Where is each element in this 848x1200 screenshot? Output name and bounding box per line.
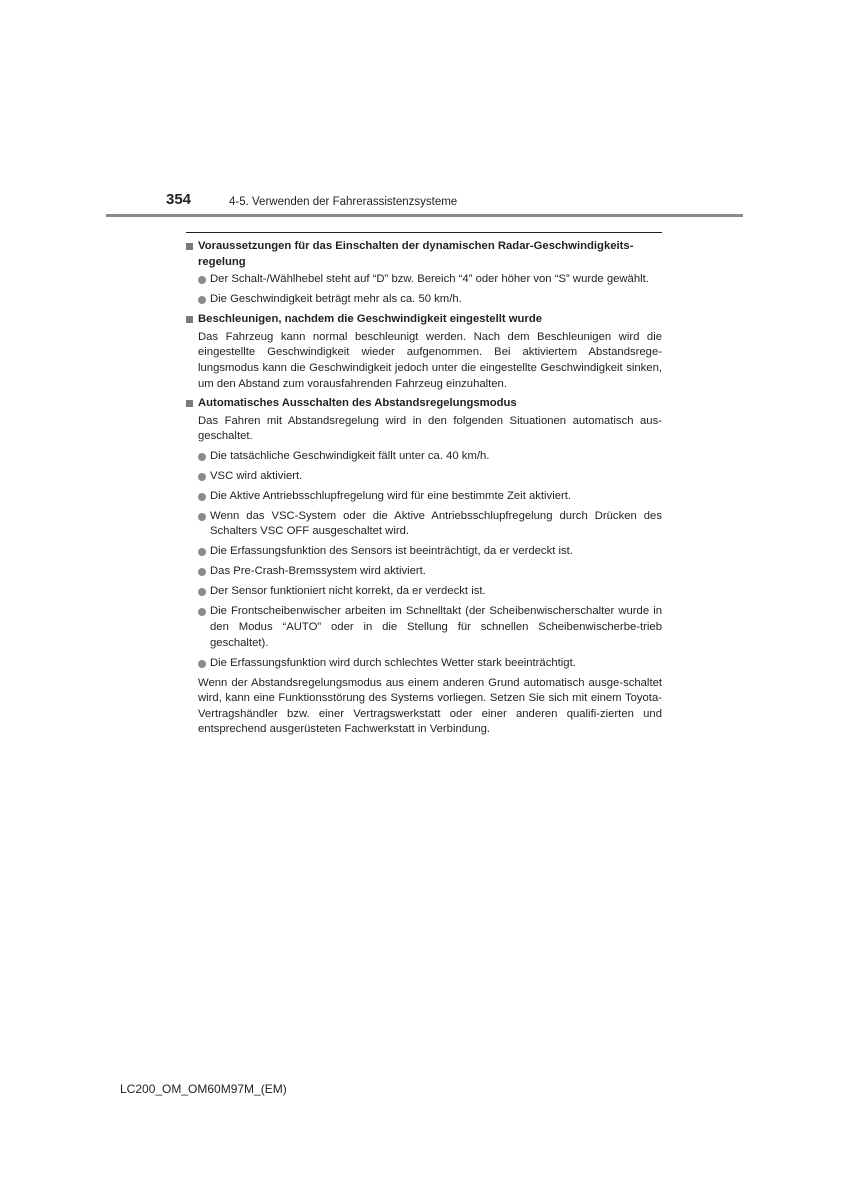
dot-bullet-icon: [198, 564, 210, 580]
list-item-text: Die Erfassungsfunktion des Sensors ist beeinträchtigt, da er verdeckt ist.: [210, 545, 573, 558]
section-heading: [186, 312, 662, 328]
list-item: [198, 272, 662, 288]
section-activation-conditions: [186, 239, 662, 308]
dot-bullet-icon: [198, 584, 210, 600]
chapter-title: 4-5. Verwenden der Fahrerassistenzsysteme: [229, 196, 458, 208]
list-item: [198, 469, 662, 485]
section-paragraph: Das Fahrzeug kann normal beschleunigt werden. Nach dem Beschleunigen wird die eingestellte Geschwindigkeit wieder aufgenommen. Bei aktiviertem Abstandsrege-lungsmodus kann die Geschwindigkeit jedoch unter die eingestellte Geschwindigkeit sinken, um den Abstand zum vorausfahrenden Fahrzeug einzuhalten.: [198, 330, 662, 390]
dot-bullet-icon: [198, 469, 210, 485]
list-item: [198, 564, 662, 580]
section-heading-text: Voraussetzungen für das Einschalten der dynamischen Radar-Geschwindigkeits-regelung: [198, 240, 634, 268]
square-bullet-icon: [186, 239, 198, 270]
footer-document-code: LC200_OM_OM60M97M_(EM): [120, 1082, 287, 1096]
square-bullet-icon: [186, 312, 198, 328]
list-item: [198, 544, 662, 560]
list-item-text: Das Pre-Crash-Bremssystem wird aktiviert.: [210, 565, 426, 578]
list-item: [198, 449, 662, 465]
dot-bullet-icon: [198, 489, 210, 505]
dot-bullet-icon: [198, 544, 210, 560]
list-item: [198, 292, 662, 308]
list-item: [198, 509, 662, 540]
list-item-text: Der Sensor funktioniert nicht korrekt, da er verdeckt ist.: [210, 585, 486, 598]
list-item-text: Die Frontscheibenwischer arbeiten im Schnelltakt (der Scheibenwischerschalter wurde in den Modus “AUTO” oder in die Stellung für schnellen Scheibenwischerbe-trieb geschaltet).: [210, 605, 662, 649]
dot-bullet-icon: [198, 656, 210, 672]
list-item-text: VSC wird aktiviert.: [210, 469, 303, 482]
dot-bullet-icon: [198, 604, 210, 651]
dot-bullet-icon: [198, 292, 210, 308]
list-item-text: Die Geschwindigkeit beträgt mehr als ca. 50 km/h.: [210, 293, 462, 306]
section-paragraph: Wenn der Abstandsregelungsmodus aus einem anderen Grund automatisch ausge-schaltet wird, kann eine Funktionsstörung des Systems vorliegen. Setzen Sie sich mit einem Toyota-Vertragshändler bzw. einer Vertragswerkstatt oder einer anderen qualifi-zierten und entsprechend ausgerüsteten Fachwerkstatt in Verbindung.: [198, 676, 662, 736]
list-item-text: Die Aktive Antriebsschlupfregelung wird für eine bestimmte Zeit aktiviert.: [210, 489, 572, 502]
square-bullet-icon: [186, 396, 198, 412]
list-item: [198, 489, 662, 505]
section-heading-text: Beschleunigen, nachdem die Geschwindigkeit eingestellt wurde: [198, 313, 543, 326]
section-heading: [186, 239, 662, 270]
dot-bullet-icon: [198, 449, 210, 465]
list-item: [198, 656, 662, 672]
section-heading: [186, 396, 662, 412]
list-item-text: Der Schalt-/Wählhebel steht auf “D” bzw. Bereich “4” oder höher von “S” wurde gewählt.: [210, 273, 649, 286]
list-item-text: Die Erfassungsfunktion wird durch schlechtes Wetter stark beeinträchtigt.: [210, 656, 576, 669]
list-item-text: Wenn das VSC-System oder die Aktive Antriebsschlupfregelung durch Drücken des Schalters VSC OFF ausgeschaltet wird.: [210, 509, 662, 538]
section-paragraph: Das Fahren mit Abstandsregelung wird in den folgenden Situationen automatisch aus-geschaltet.: [198, 414, 662, 443]
header-rule: [106, 214, 743, 217]
content-top-rule: [186, 232, 662, 233]
section-acceleration: [186, 312, 662, 392]
section-heading-text: Automatisches Ausschalten des Abstandsregelungsmodus: [198, 397, 517, 410]
list-item: [198, 584, 662, 600]
list-item: [198, 604, 662, 651]
list-item-text: Die tatsächliche Geschwindigkeit fällt unter ca. 40 km/h.: [210, 449, 490, 462]
section-auto-cancel: [186, 396, 662, 738]
page-number: 354: [166, 191, 192, 208]
dot-bullet-icon: [198, 272, 210, 288]
content-body: [186, 236, 662, 742]
dot-bullet-icon: [198, 509, 210, 540]
